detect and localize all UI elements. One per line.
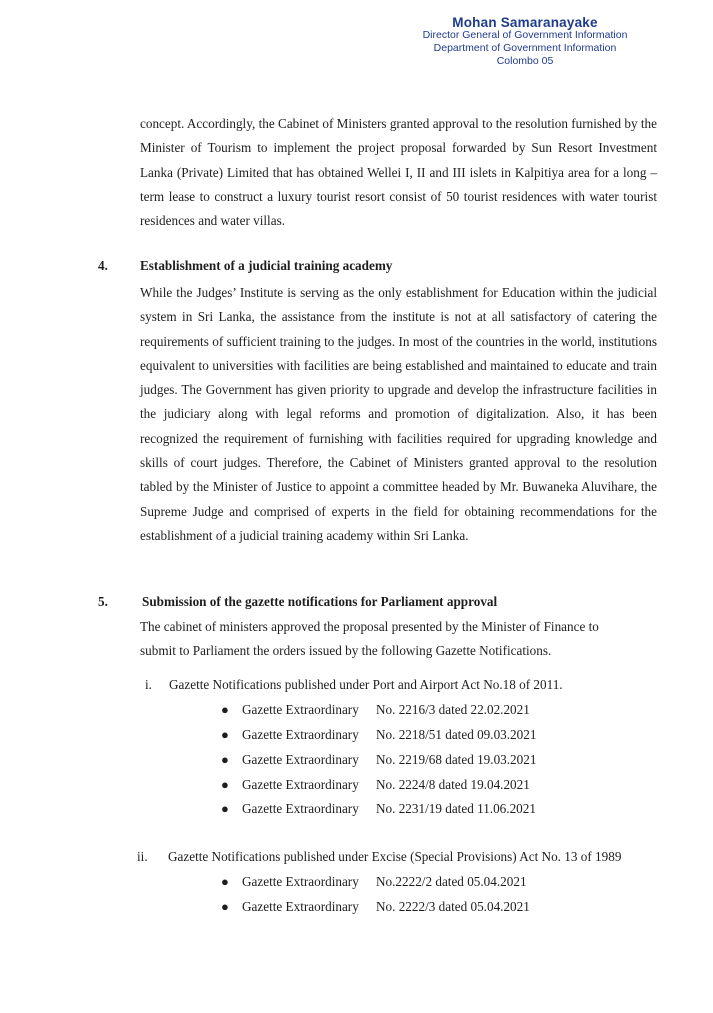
section-5-number: 5.	[98, 594, 108, 609]
stamp-department: Department of Government Information	[433, 42, 617, 54]
gazette-ref: No. 2222/3 dated 05.04.2021	[376, 899, 530, 914]
gazette-kind: Gazette Extraordinary	[242, 874, 359, 889]
gazette-ref: No. 2216/3 dated 22.02.2021	[376, 702, 530, 717]
section-4-body: While the Judges’ Institute is serving as the only establishment for Education within the judicial system in Sri Lanka, the assistance from the institute is not at all satisfactory of catering the requirements of sufficient training to the judges. In most of the countries in the world, institutions equivalent to universities with facilities are being established and maintained to educate and train judges. The Government has given priority to upgrade and develop the infrastructure facilities in the judiciary along with legal reforms and promotion of digitalization. Also, it has been recognized the requirement of furnishing with facilities required for upgrading knowledge and skills of court judges. Therefore, the Cabinet of Ministers granted approval to the resolution tabled by the Minister of Justice to appoint a committee headed by Mr. Buwaneka Aluvihare, the Supreme Judge and comprised of experts in the field for obtaining recommendations for the establishment of a judicial training academy within Sri Lanka.	[140, 285, 657, 543]
subsection-ii-numeral: ii.	[137, 849, 148, 864]
gazette-kind: Gazette Extraordinary	[242, 899, 359, 914]
gazette-ref: No. 2218/51 dated 09.03.2021	[376, 727, 537, 742]
section-5-body-line-2: submit to Parliament the orders issued by the following Gazette Notifications.	[140, 643, 552, 658]
bullet-icon: ●	[221, 801, 229, 816]
gazette-ref: No.2222/2 dated 05.04.2021	[376, 874, 527, 889]
section-4-heading: Establishment of a judicial training academy	[140, 258, 393, 273]
gazette-kind: Gazette Extraordinary	[242, 752, 359, 767]
gazette-kind: Gazette Extraordinary	[242, 702, 359, 717]
official-stamp	[400, 16, 650, 68]
subsection-i-numeral: i.	[145, 677, 152, 692]
gazette-kind: Gazette Extraordinary	[242, 801, 359, 816]
gazette-ref: No. 2219/68 dated 19.03.2021	[376, 752, 537, 767]
bullet-icon: ●	[221, 702, 229, 717]
section-5-heading: Submission of the gazette notifications for Parliament approval	[142, 594, 498, 609]
bullet-icon: ●	[221, 727, 229, 742]
stamp-city: Colombo 05	[496, 55, 554, 67]
stamp-title: Director General of Government Information	[422, 29, 628, 41]
bullet-icon: ●	[221, 899, 229, 914]
gazette-kind: Gazette Extraordinary	[242, 727, 359, 742]
gazette-kind: Gazette Extraordinary	[242, 777, 359, 792]
subsection-i-label: Gazette Notifications published under Port and Airport Act No.18 of 2011.	[169, 677, 563, 692]
gazette-ref: No. 2231/19 dated 11.06.2021	[376, 801, 536, 816]
gazette-ref: No. 2224/8 dated 19.04.2021	[376, 777, 530, 792]
bullet-icon: ●	[221, 752, 229, 767]
bullet-icon: ●	[221, 777, 229, 792]
bullet-icon: ●	[221, 874, 229, 889]
subsection-ii-label: Gazette Notifications published under Excise (Special Provisions) Act No. 13 of 1989	[168, 849, 622, 864]
section-4-number: 4.	[98, 258, 108, 273]
stamp-name: Mohan Samaranayake	[452, 15, 598, 30]
intro-paragraph: concept. Accordingly, the Cabinet of Ministers granted approval to the resolution furnished by the Minister of Tourism to implement the project proposal forwarded by Sun Resort Investment Lanka (Private) Limited that has obtained Wellei I, II and III islets in Kalpitiya area for a long – term lease to construct a luxury tourist resort consist of 50 tourist residences with water tourist residences and water villas.	[140, 116, 657, 229]
section-5-body-line-1: The cabinet of ministers approved the proposal presented by the Minister of Finance to	[140, 619, 599, 634]
